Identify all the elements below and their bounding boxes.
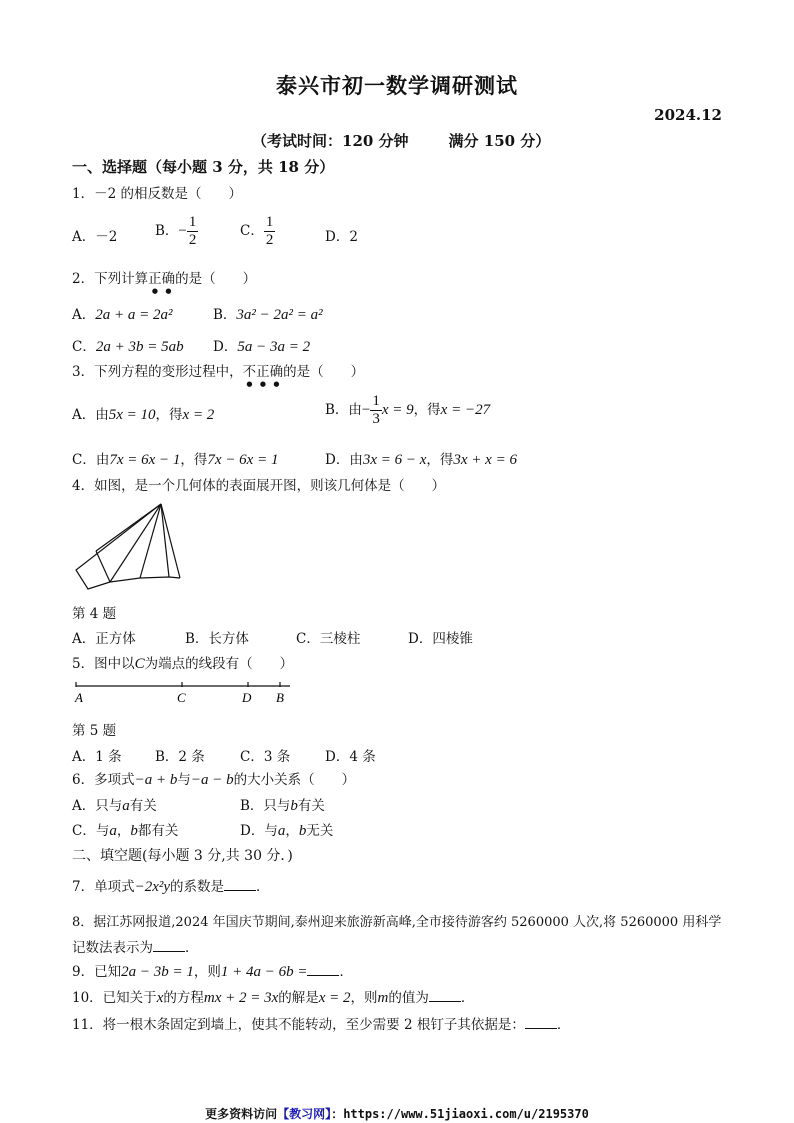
exam-info — [252, 130, 550, 151]
exam-date: 2024.12 — [654, 106, 722, 124]
point-label-a: A — [75, 690, 83, 705]
q4-option-b: B．长方体 — [185, 631, 249, 647]
q6-option-c: C．与a，b都有关 — [72, 823, 179, 839]
q4-option-d: D．四棱锥 — [408, 631, 473, 647]
q2-stem: 2．下列计算正确的是（ ） — [72, 271, 257, 287]
q3-option-b: B．由− $\frac{1}{3}$ x = 9，得x = −27 — [325, 393, 491, 427]
q3-option-a: A．由5x = 10，得x = 2 — [72, 407, 215, 423]
q5-option-b: B．2 条 — [155, 749, 205, 765]
q5-segment-figure — [72, 678, 302, 706]
q3-option-d: D．由3x = 6 − x，得3x + x = 6 — [325, 452, 517, 468]
q3-stem: 3．下列方程的变形过程中，不正确的是（ ） — [72, 364, 365, 380]
point-label-d: D — [242, 690, 252, 705]
net-fold-4 — [161, 504, 169, 577]
net-square-edge — [96, 551, 110, 582]
net-fold-5 — [161, 504, 180, 578]
net-fold-3 — [140, 504, 161, 578]
footer-brand: 【教习网】 — [277, 1107, 332, 1121]
page-title: 泰兴市初一数学调研测试 — [276, 73, 518, 98]
q4-caption: 第 4 题 — [72, 606, 117, 622]
footer-link[interactable]: 更多资料访问【教习网】：https://www.51jiaoxi.com/u/2195370 — [205, 1107, 589, 1121]
q5-option-c: C．3 条 — [240, 749, 291, 765]
q11-answer-blank[interactable] — [525, 1016, 557, 1029]
q9-answer-blank[interactable] — [307, 963, 339, 976]
q1-option-d: D．2 — [325, 229, 358, 245]
q6-option-a: A．只与a有关 — [72, 798, 157, 814]
q5-option-d: D．4 条 — [325, 749, 376, 765]
q3-option-c: C．由7x = 6x − 1，得7x − 6x = 1 — [72, 452, 279, 468]
q2-option-c: C．2a + 3b = 5ab — [72, 339, 184, 355]
q9: 9．已知2a − 3b = 1，则1 + 4a − 6b = ． — [72, 964, 353, 980]
q7-answer-blank[interactable] — [224, 878, 256, 891]
q2-option-a: A．2a + a = 2a² — [72, 307, 173, 323]
q5-caption: 第 5 题 — [72, 723, 117, 739]
q10-answer-blank[interactable] — [429, 989, 461, 1002]
net-fold-1 — [96, 504, 161, 551]
net-fold-2 — [110, 504, 161, 582]
q1-option-a: A．－2 — [72, 229, 118, 245]
q2-option-d: D．5a − 3a = 2 — [213, 339, 311, 355]
point-label-b: B — [276, 690, 284, 705]
q8-answer-blank[interactable] — [153, 939, 185, 952]
q1-stem: 1．－2 的相反数是（ ） — [72, 186, 242, 202]
q10: 10．已知关于x的方程mx + 2 = 3x的解是x = 2，则m的值为 ． — [72, 990, 475, 1006]
point-label-c: C — [177, 690, 186, 705]
q1-option-c: C． $\frac{1}{2}$ — [240, 214, 274, 248]
q8-line-1: 8．据江苏网报道,2024 年国庆节期间,泰州迎来旅游新高峰,全市接待游客约 5260000 人次,将 5260000 用科学 — [72, 915, 722, 930]
q5-stem: 5．图中以C为端点的线段有（ ） — [72, 656, 294, 672]
q6-stem: 6．多项式−a + b与−a − b的大小关系（ ） — [72, 772, 356, 788]
q7: 7．单项式−2x²y的系数是 ． — [72, 879, 270, 895]
q6-option-b: B．只与b有关 — [240, 798, 325, 814]
q5-option-a: A．1 条 — [72, 749, 122, 765]
q4-option-a: A．正方体 — [72, 631, 136, 647]
q4-pyramid-net-figure — [70, 498, 180, 593]
section-1-heading: 一、选择题（每小题 3 分，共 18 分） — [72, 158, 335, 176]
q4-option-c: C．三棱柱 — [296, 631, 361, 647]
q1-option-b: B．− $\frac{1}{2}$ — [155, 214, 197, 248]
exam-time: （考试时间：120 分钟 — [252, 132, 409, 150]
q11: 11．将一根木条固定到墙上，使其不能转动，至少需要 2 根钉子其依据是： ． — [72, 1017, 571, 1033]
section-2-heading: 二、填空题(每小题 3 分,共 30 分．) — [72, 848, 293, 864]
exam-score: 满分 150 分） — [448, 132, 551, 150]
q6-option-d: D．与a，b无关 — [240, 823, 334, 839]
q2-option-b: B．3a² − 2a² = a² — [213, 307, 323, 323]
q8-line-2: 记数法表示为 ． — [72, 940, 199, 956]
q4-stem: 4．如图，是一个几何体的表面展开图，则该几何体是（ ） — [72, 478, 446, 494]
